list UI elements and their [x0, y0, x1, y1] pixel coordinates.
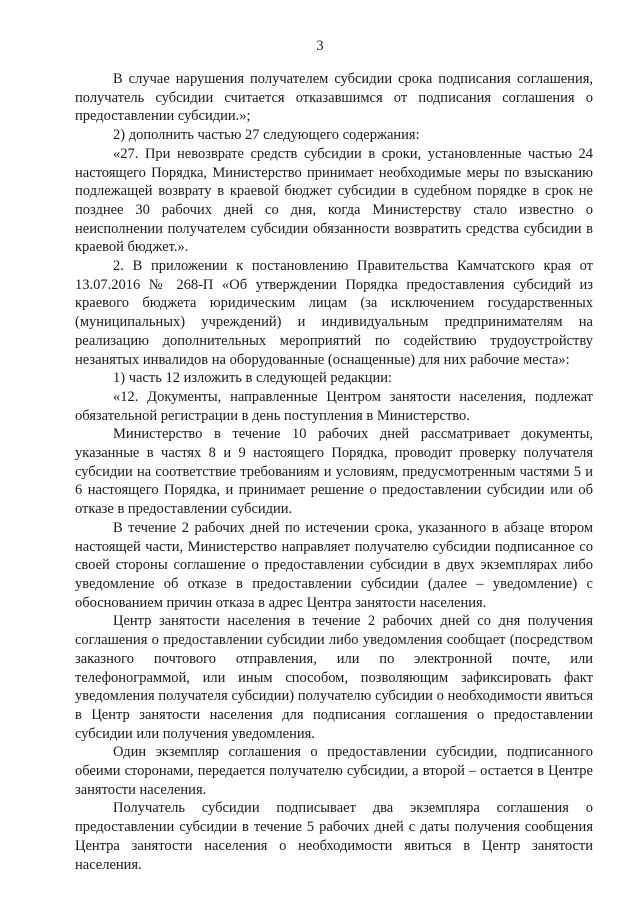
paragraph: Один экземпляр соглашения о предоставлении субсидии, подписанного обеими сторонами, передается получателю субсидии, а второй – остается в Центре занятости населения.: [75, 744, 593, 798]
paragraph: «27. При невозврате средств субсидии в сроки, установленные частью 24 настоящего Порядка, Министерство принимает необходимые меры по взысканию подлежащей возврату в краевой бюджет субсидии в судебном порядке в срок не позднее 30 рабочих дней со дня, когда Министерству стало известно о неисполнении получателем субсидии обязанности возвратить средства субсидии в краевой бюджет.».: [75, 145, 593, 256]
paragraph: 2. В приложении к постановлению Правительства Камчатского края от 13.07.2016 № 268-П «Об утверждении Порядка предоставления субсидий из краевого бюджета юридическим лицам (за исключением государственных (муниципальных) учреждений) и индивидуальным предпринимателям на реализацию дополнительных мероприятий по содействию трудоустройству незанятых инвалидов на оборудованные (оснащенные) для них рабочие места»:: [75, 258, 593, 368]
paragraph: 2) дополнить частью 27 следующего содержания:: [113, 127, 420, 144]
paragraph: «12. Документы, направленные Центром занятости населения, подлежат обязательной регистрации в день поступления в Министерство.: [75, 388, 593, 424]
paragraph: Министерство в течение 10 рабочих дней рассматривает документы, указанные в частях 8 и 9 настоящего Порядка, проводит проверку получателя субсидии на соответствие требованиям и условиям, предусмотренным частями 5 и 6 настоящего Порядка, и принимает решение о предоставлении субсидии или об отказе в предоставлении субсидии.: [75, 426, 593, 518]
document-body: [75, 70, 593, 874]
paragraph: Получатель субсидии подписывает два экземпляра соглашения о предоставлении субсидии в течение 5 рабочих дней с даты получения сообщения Центра занятости населения о необходимости явиться в Центр занятости населения.: [75, 800, 593, 873]
page-number: 3: [316, 38, 324, 54]
paragraph: Центр занятости населения в течение 2 рабочих дней со дня получения соглашения о предоставлении субсидии либо уведомления сообщает (посредством заказного почтового отправления, или по электронной почте, или телефонограммой, или иным способом, позволяющим зафиксировать факт уведомления получателя субсидии) получателю субсидии о необходимости явиться в Центр занятости населения для подписания соглашения о предоставлении субсидии или получения уведомления.: [75, 613, 593, 742]
paragraph: 1) часть 12 изложить в следующей редакции:: [113, 370, 393, 387]
paragraph: В течение 2 рабочих дней по истечении срока, указанного в абзаце втором настоящей части, Министерство направляет получателю субсидии подписанное со своей стороны соглашение о предоставлении субсидии в двух экземплярах либо уведомление об отказе в предоставлении субсидии (далее – уведомление) с обоснованием причин отказа в адрес Центра занятости населения.: [75, 519, 593, 611]
paragraph: В случае нарушения получателем субсидии срока подписания соглашения, получатель субсидии считается отказавшимся от подписания соглашения о предоставлении субсидии.»;: [75, 71, 593, 125]
